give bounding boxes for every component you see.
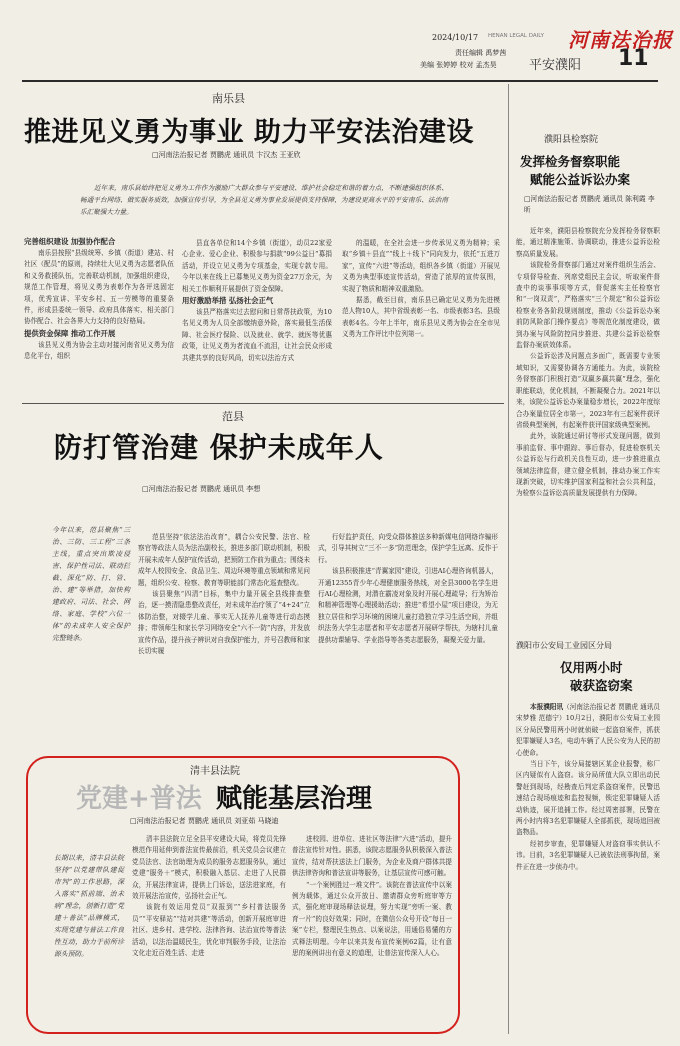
- article-column-3: [342, 238, 500, 396]
- article-column-1: [132, 834, 286, 1022]
- article-headline: 赋能基层治理: [216, 784, 373, 814]
- article-column-2: [292, 834, 452, 1022]
- paragraph: 当日下午，该分局接辖区某企业报警，称厂区内疑似有人盗窃。该分局所值大队立即出动民警赶到现场，经勘查后判定系盗窃案件，民警迅速结合现场痕迹和监控视频，锁定犯罪嫌疑人活动轨迹，展开追捕工作。经过周密部署，民警在两小时内将3名犯罪嫌疑人全部抓获，现场追回被盗物品。: [516, 760, 660, 837]
- article-body: [516, 702, 660, 1032]
- article-nanle: [22, 84, 502, 402]
- article-kicker: 清丰县法院: [190, 766, 240, 777]
- article-headline: 防打管治建 保护未成年人: [54, 431, 384, 464]
- paragraph: 范县坚持“依法法治改育”，耦合公安民警、法官、检察官等政法人员为法治副校长，推进多部门联动机制，积极开展未成年人保护宣传活动，把预防工作前为重点；围绕未成年人校园安全、食品卫生、周边环境等重点领域和常见问题，组织公安、检察、教育等职能部门常态化巡查整改。: [138, 533, 310, 587]
- paragraph: 南乐县按照“县级统筹、乡镇（街道）建站、村社区（配员”的原则，持续壮大见义勇为志愿者队伍和义务救援队伍，完善联动机制，加强组织建设，规范工作管理，将见义勇为表彰作为各评选固定项，优秀宣讲、平安乡村、五一劳模等的重要条件，形成县委统一领导、政府具体落实、相关部门协作配合、社会各界大力支持的良好格局。: [24, 249, 174, 326]
- issue-date: 2024/10/17: [432, 33, 479, 42]
- column-separator: [508, 84, 509, 1034]
- article-puyang-police: [516, 640, 660, 1036]
- article-byline: □河南法治报记者 贾鹏虎 通讯员 陈利霞 李昕: [524, 195, 655, 214]
- paragraph: 该院有效运用党员“双报到”“乡村普法服务员”“平安驿站”“结对共建”等活动，创新开展庭审进社区、进乡村、进学校、法律咨询、法治宣传等普法活动，以法治温暖民生，优化审判服务手段，让法治文化走近百姓生活、走进: [132, 903, 286, 958]
- article-headline: 推进见义勇为事业 助力平安法治建设: [24, 117, 474, 148]
- newspaper-logo: 河南法治报: [568, 28, 673, 52]
- paragraph: 该县聚焦“四清”目标，集中力量开展全县线排查整治，逐一摸清隐患整改责任，对未成年治疗领了“4+24”立体防治整，对辍学儿童、事实无人抚养儿童等进行动态摸排；带领师生和家长学习网络安全“六不一防”内容，并发放宣传作品，提升孩子辨识对自我保护能力，并号召教师和家长切实履: [138, 590, 310, 656]
- article-body: [516, 226, 660, 626]
- page-number: 11: [618, 46, 649, 71]
- article-intro: 今年以来，范县聚焦“三治、三防、三工程”三条主线，重点突出欺凌侵害、保护性司法、联动拦截、深化“防、打、管、治、建”等举措，加快构建政府、司法、社会、网络、家庭、学校“六位一体”的未成年人安全保护完整链条。: [52, 526, 130, 642]
- paragraph: 该院检务督察部门通过对案件组织生活会、专项督导检查、列席党组民主会议，听取案件督查中的谈事事项等方式，督促落实主任检察官和“一岗双责”，严格落实“三个规定”和公益诉讼检察业务各阶段规则制度，推动《公益诉讼办案前防风险部门操作要点》等规范化制度建设，做到办案与风险防控同步推进、共建公益诉讼检察监督办案质效体系。: [516, 261, 660, 350]
- paragraph: 进校园、进单位、进社区等法律“六进”活动，提升普法宣传针对性。据悉，该院志愿服务队积极深入普法宣传，结对帮扶送法上门服务，为企业及商户群体共提供法律咨询和普法宣讲等服务，让基层宣传可感可触。: [292, 835, 452, 878]
- editor-credit: 责任编辑 禹梦茜: [455, 49, 507, 57]
- paragraph: 县直各单位和14个乡镇（街道），动员22家爱心企业、爱心企业、积极参与捐款“99公益日”募捐活动，并设立见义勇为专项基金，实现专款专用。今年以来在线上已募集见义勇为资金27万余元，为相关工作顺利开展提供了资金保障。: [182, 239, 332, 293]
- article-column-2: [182, 238, 332, 396]
- dateline: 本报濮阳讯: [530, 703, 564, 711]
- designer-credit: 美编 张婷婷 校对 孟杰昊: [420, 61, 497, 69]
- article-fanxian: [22, 404, 502, 750]
- article-headline-line-1: 发挥检务督察职能: [520, 154, 621, 169]
- paragraph: 该县见义勇为协会主动对接河南省见义勇为信息化平台，组织: [24, 340, 174, 361]
- article-qingfeng: [40, 760, 460, 1028]
- article-kicker: 南乐县: [212, 92, 245, 105]
- paragraph: 行好监护责任，向受众群体推送多种新媒电信网络诈骗形式，引导其树立“三不一多”防范理念，保护学生远离、反作于行。: [318, 533, 498, 564]
- lead-text: （河南法治报记者 贾鹏虎 通讯员 宋梦雅 范德宁）10月2日，濮阳市公安局工业园区分局民警用两小时就侦破一起盗窃案件，抓获犯罪嫌疑人3名，电动车辆了人民公安为人民的初心使命。: [516, 703, 660, 757]
- paragraph: 清丰县法院立足全县平安建设大局，将党员先锋模范作用延伸到普法宣传最前沿，机关党员会议建立党员法官、法官助理为成员的服务志愿服务队，通过党建“服务＋”模式，积极融入基层、走进了人民群众，开展法律宣讲，提供上门诉讼，送法进家庭，有效开展法治宣传，弘扬社会正气。: [132, 835, 286, 901]
- subheading: 完善组织建设 加强协作配合: [24, 237, 116, 246]
- paragraph: 经初步审查，犯罪嫌疑人对盗窃事实供认不讳。目前，3名犯罪嫌疑人已被依法刑事拘留，案件正在进一步侦办中。: [516, 839, 660, 871]
- paragraph: 该县严格落实过去慰问和日常帮扶政策，为10名见义勇为人员全部缴纳意外险，落实最低生活保障、社会医疗保险、以及就业、就学、就医等优惠政策，让见义勇为者流血不流泪，让社会民众形成共建共享的良好风尚，切实以法治方式: [182, 308, 332, 362]
- article-puyang-procuratorate: [516, 98, 660, 628]
- article-headline-line-2: 赋能公益诉讼办案: [530, 172, 631, 187]
- article-headline-gray: 党建+普法: [76, 784, 202, 814]
- article-column-1: [138, 532, 310, 738]
- subheading: 提供资金保障 推动工作开展: [24, 328, 116, 338]
- article-byline: □河南法治报记者 贾鹏虎 通讯员 刘亚茹 马晓迪: [130, 817, 279, 825]
- article-kicker: 濮阳县检察院: [544, 135, 599, 145]
- paragraph: “一个案例胜过一堆文件”。该院在普法宣传中以案例为载体，通过公众开放日、邀请群众旁听庭审等方式，强化庭审现场释法说理，努力实现“旁听一案、教育一片”的良好效果；同时，在微信公众号开设“每日一案”专栏，整理民生热点、以案说法，用通俗易懂的方式释法明理。今年以来共发布宣传案例62篇，让有意思的案例讲出有意义的道理，让普法宣传深入人心。: [292, 880, 452, 958]
- article-headline-line-1: 仅用两小时: [560, 660, 623, 675]
- article-column-2: [318, 532, 498, 738]
- article-kicker: 濮阳市公安局工业园区分局: [516, 641, 612, 650]
- paragraph: 据悉，截至目前，南乐县已确定见义勇为先进模范人物10人，其中省级表彰一名、市级表彰3名、县级表彰4名。今年上半年，南乐县见义勇为协会在全市见义勇为工作评比中位列第一。: [342, 296, 500, 339]
- article-byline: □河南法治报记者 贾鹏虎 通讯员 卞汉杰 王亚欣: [152, 151, 301, 159]
- article-lead: 近年来，南乐县始终把见义勇为工作作为激励广大群众参与平安建设、维护社会稳定和谐的着力点，不断建强组织体系、畅通平台网络、做实服务质效，加强宣传引导，为全县见义勇为事业发展提供支持保障，为建设更高水平的平安南乐、法治南乐汇聚强大力量。: [80, 184, 448, 216]
- paragraph: 该县积极推进“青翼家园”建设，引进AI心理咨询机器人，开通12355青少年心理健康服务热线，对全县3000名学生进行AI心理检测，对潜在霸凌对象及时开展心理疏导；行为矫治和精神管理等心理援助活动；推进“希望小屋”项目建设，为无独立居住和学习环境的困境儿童打造独立学习生活空间，并组织法务大学生志愿者和平安志愿者开展研学帮扶，为辖村儿童提供功课辅导、学业指导等各类志愿服务，凝聚关爱力量。: [318, 567, 498, 644]
- paragraph: 公益诉讼涉及问题点多面广，既需要专业领域知识，又需要协调各方通能力。为此，该院检务督察部门积极打造“双赢多赢共赢”理念，强化职能联动，优化机制，不断凝聚合力。2021年以来，该院公益诉讼办案量稳步增长，2022年度综合办案量位居全市第一，2023年有三起案件获评省级典型案例，有起案件获评国家级典型案例。: [516, 352, 660, 429]
- subheading: 用好激励举措 弘扬社会正气: [182, 296, 274, 306]
- paragraph: [516, 702, 660, 759]
- article-intro: 长期以来，清丰县法院坚持“以党建带队建促市判”的工作思路，深入落实“抓前端、治未病”理念，创新打造“党建＋普法”品牌模式，实现党建与普法工作良性互动，助力于前所诊源头预防。: [54, 854, 124, 958]
- section-label: 平安濮阳: [529, 58, 582, 73]
- paragraph: 近年来，濮阳县检察院充分发挥检务督察职能，通过精准施策、协调联动，推进公益诉讼检察高质量发展。: [516, 227, 660, 258]
- masthead-rule: [22, 80, 658, 82]
- article-kicker: 范县: [222, 410, 244, 423]
- paragraph: 的温暖，在全社会进一步传承见义勇为精神；采取“乡镇＋县直”“线上＋线下”同向发力，依托“五进万家”，宣传“六进”等活动，组织各乡镇（街道）开展见义勇为典型事迹宣传活动，营造了浓厚的宣传氛围，实现了物质和精神双重激励。: [342, 239, 500, 293]
- article-column-1: [24, 236, 174, 396]
- paragraph: 此外，该院通过研讨等形式发现问题，做到事前监督、事中跟踪、事后督办，促进检察机关公益诉讼与行政机关良性互动，进一步推进重点领域法律监督，建立健全机制，推动办案工作实现新突破，切实维护国家利益和社会公共利益，为检察公益诉讼高质量发展提供有力保障。: [516, 432, 660, 498]
- article-headline-line-2: 破获盗窃案: [570, 678, 633, 693]
- article-byline: □河南法治报记者 贾鹏虎 通讯员 李想: [142, 485, 261, 493]
- english-title: HENAN LEGAL DAILY: [488, 33, 544, 39]
- masthead: [0, 0, 680, 86]
